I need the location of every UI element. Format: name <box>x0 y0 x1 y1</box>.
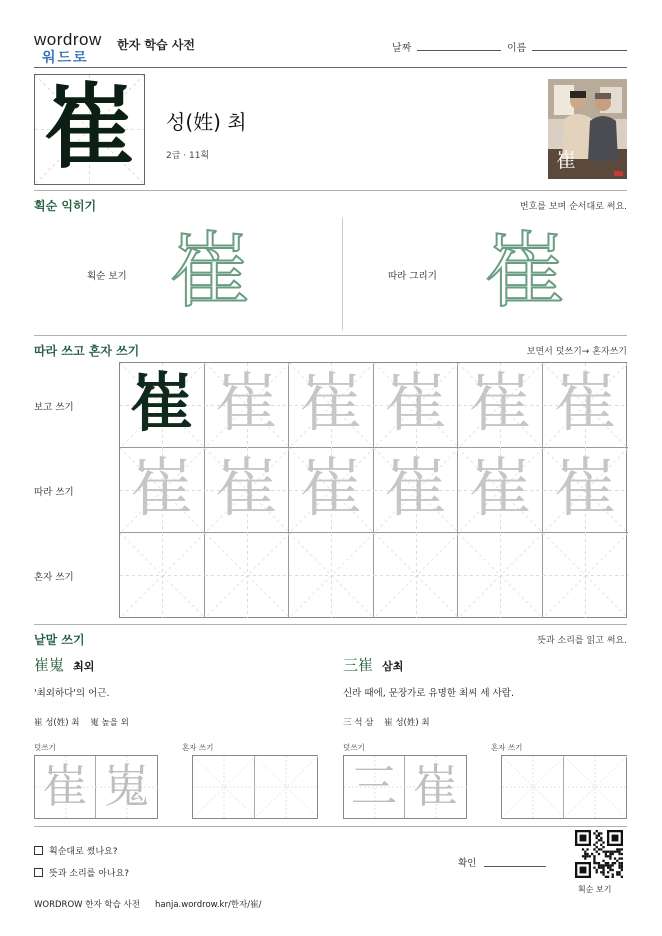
row-label-trace: 따라 쓰기 <box>34 487 74 498</box>
checkbox-icon[interactable] <box>34 846 43 855</box>
practice-cell[interactable] <box>120 533 205 618</box>
trace-character: 崔 <box>412 759 459 813</box>
word-trace-cell[interactable] <box>405 756 466 818</box>
qr-label: 획순 보기 <box>578 885 612 894</box>
word-trace-box[interactable] <box>34 755 158 819</box>
page-title: 한자 학습 사전 <box>117 38 195 52</box>
footer-brand: WORDROW 한자 학습 사전 <box>34 900 140 910</box>
name-label: 이름 <box>507 43 527 54</box>
practice-character: 崔 <box>468 367 533 441</box>
write-section-note: 보면서 덧쓰기→ 혼자쓰기 <box>526 347 627 357</box>
date-field[interactable] <box>417 50 501 51</box>
qr-code-icon[interactable] <box>575 830 623 878</box>
grade-strokes: 2급 · 11획 <box>166 151 210 161</box>
trace-outline-character: 崔 <box>483 224 566 319</box>
word-hanja: 三崔 <box>343 656 374 674</box>
main-character: 崔 <box>43 73 136 181</box>
word-definition: '최외하다'의 어근. <box>34 688 110 699</box>
date-label: 날짜 <box>392 43 412 54</box>
practice-cell[interactable] <box>120 363 205 448</box>
practice-character: 崔 <box>214 452 279 526</box>
wordrow-logo <box>34 30 114 66</box>
practice-cell[interactable] <box>543 363 628 448</box>
practice-character: 崔 <box>298 452 363 526</box>
trace-character: 嵬 <box>103 759 150 813</box>
stroke-view-label: 획순 보기 <box>87 271 127 282</box>
practice-cell[interactable] <box>374 363 459 448</box>
practice-character: 崔 <box>553 452 618 526</box>
header-divider <box>34 67 627 68</box>
word-entry-1 <box>34 654 94 675</box>
practice-cell[interactable] <box>120 448 205 533</box>
trace-box-label: 덧쓰기 <box>343 743 365 752</box>
main-character-box <box>34 74 145 185</box>
word-entry-2 <box>343 654 403 675</box>
confirm-field[interactable] <box>484 866 546 867</box>
practice-cell[interactable] <box>205 448 290 533</box>
trace-character: 崔 <box>42 759 88 813</box>
practice-cell[interactable] <box>458 363 543 448</box>
footer-url[interactable]: hanja.wordrow.kr/한자/崔/ <box>155 900 262 910</box>
stroke-section-note: 번호를 보며 순서대로 써요. <box>519 202 627 212</box>
logo-korean: 워드로 <box>42 50 89 66</box>
words-section-note: 뜻과 소리를 읽고 써요. <box>537 636 627 646</box>
practice-character: 崔 <box>298 367 363 441</box>
word-solo-box[interactable] <box>501 755 627 819</box>
practice-cell[interactable] <box>374 533 459 618</box>
word-gloss: 三 석 삼 崔 성(姓) 최 <box>343 718 430 728</box>
trace-label: 따라 그리기 <box>388 271 437 282</box>
practice-character: 崔 <box>214 367 279 441</box>
practice-cell[interactable] <box>543 533 628 618</box>
stroke-divider <box>342 218 343 330</box>
logo-wordmark: wordrow <box>34 30 102 49</box>
word-trace-box[interactable] <box>343 755 467 819</box>
section-divider <box>34 624 627 625</box>
solo-box-label: 혼자 쓰기 <box>491 743 523 752</box>
practice-cell[interactable] <box>289 533 374 618</box>
row-label-view: 보고 쓰기 <box>34 402 74 413</box>
practice-cell[interactable] <box>205 363 290 448</box>
cover-title: 崔 <box>556 148 576 172</box>
practice-grid[interactable] <box>119 362 627 618</box>
trace-box-label: 덧쓰기 <box>34 743 56 752</box>
confirm-label: 확인 <box>458 858 477 869</box>
practice-character: 崔 <box>383 452 448 526</box>
practice-cell[interactable] <box>289 448 374 533</box>
row-label-solo: 혼자 쓰기 <box>34 572 74 583</box>
checklist-item-2[interactable] <box>34 866 129 879</box>
word-solo-cell[interactable] <box>255 756 317 818</box>
checklist-label: 뜻과 소리를 아나요? <box>49 869 130 879</box>
stroke-outline-character: 崔 <box>168 224 251 319</box>
practice-cell[interactable] <box>458 533 543 618</box>
practice-character: 崔 <box>553 367 618 441</box>
word-gloss: 崔 성(姓) 최 嵬 높을 외 <box>34 718 129 728</box>
practice-cell[interactable] <box>289 363 374 448</box>
write-section-title: 따라 쓰고 혼자 쓰기 <box>34 344 140 358</box>
word-reading: 삼최 <box>382 660 404 673</box>
word-solo-cell[interactable] <box>502 756 564 818</box>
word-solo-cell[interactable] <box>193 756 255 818</box>
practice-cell[interactable] <box>458 448 543 533</box>
section-divider <box>34 335 627 336</box>
word-reading: 최외 <box>73 660 95 673</box>
word-hanja: 崔嵬 <box>34 656 65 674</box>
solo-box-label: 혼자 쓰기 <box>182 743 214 752</box>
word-solo-cell[interactable] <box>564 756 626 818</box>
words-section-title: 낱말 쓰기 <box>34 633 85 647</box>
word-definition: 신라 때에, 문장가로 유명한 최씨 세 사람. <box>343 688 514 699</box>
practice-cell[interactable] <box>205 533 290 618</box>
word-trace-cell[interactable] <box>96 756 157 818</box>
name-field[interactable] <box>532 50 627 51</box>
qr-pattern <box>575 830 623 878</box>
practice-character: 崔 <box>468 452 533 526</box>
trace-diagram[interactable] <box>470 222 580 326</box>
section-divider <box>34 190 627 191</box>
word-trace-cell[interactable] <box>344 756 405 818</box>
practice-cell[interactable] <box>374 448 459 533</box>
book-cover-image <box>548 79 627 179</box>
checklist-label: 획순대로 썼나요? <box>49 847 118 857</box>
practice-cell[interactable] <box>543 448 628 533</box>
practice-character: 崔 <box>129 452 194 526</box>
practice-character: 崔 <box>383 367 448 441</box>
word-trace-cell[interactable] <box>35 756 96 818</box>
stroke-order-diagram <box>155 222 265 326</box>
word-solo-box[interactable] <box>192 755 318 819</box>
practice-character: 崔 <box>129 366 194 441</box>
section-divider <box>34 826 627 827</box>
stroke-section-title: 획순 익히기 <box>34 199 97 213</box>
checklist-item-1[interactable] <box>34 844 118 857</box>
trace-character: 三 <box>351 759 397 813</box>
checkbox-icon[interactable] <box>34 868 43 877</box>
character-meaning: 성(姓) 최 <box>166 110 247 134</box>
